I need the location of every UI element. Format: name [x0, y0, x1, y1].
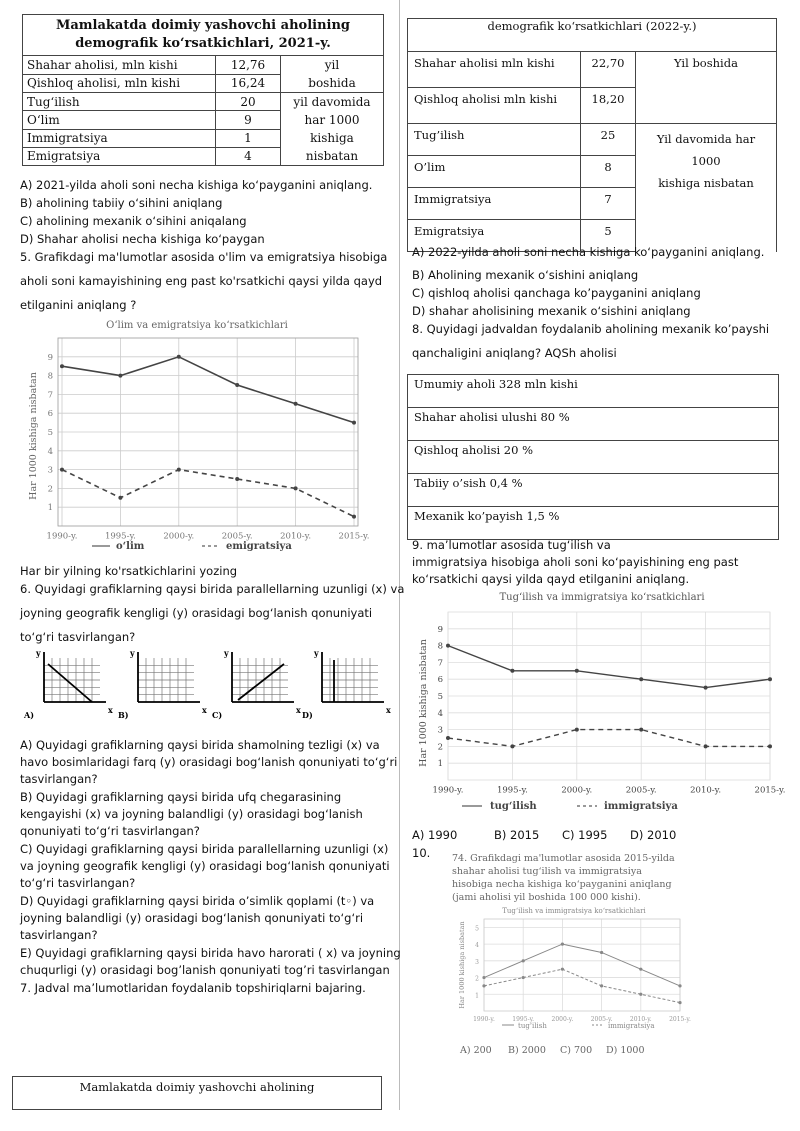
y-tick-label: 4	[47, 446, 53, 457]
question-text: A) 2021-yilda aholi soni necha kishiga ko‘payganini aniqlang.	[20, 178, 373, 192]
question-text: 7. Jadval ma’lumotlaridan foydalanib topshiriqlarni bajaring.	[20, 981, 366, 995]
option-graph	[118, 648, 207, 720]
answer-option: C) 1995	[562, 828, 608, 842]
table-row: Qishloq aholisi mln kishi 18,20	[408, 88, 777, 124]
data-point	[639, 677, 643, 681]
data-point	[235, 383, 239, 387]
y-tick-label: 6	[437, 675, 443, 686]
question-text: D) Shahar aholisi necha kishiga ko‘paygan	[20, 232, 265, 246]
table-note: Yil boshida	[636, 52, 777, 124]
table-row: Tabiiy o’sish 0,4 %	[408, 474, 779, 507]
table-title: Mamlakatda doimiy yashovchi aholining demografik ko‘rsatkichlari, 2021-y.	[23, 15, 384, 56]
option-graph	[302, 648, 391, 720]
data-point	[678, 1001, 681, 1004]
question-text: 5. Grafikdagi ma'lumotlar asosida o'lim va emigratsiya hisobiga	[20, 250, 388, 264]
data-point	[575, 728, 579, 732]
y-tick-label: 7	[47, 390, 53, 401]
question-text: C) qishloq aholisi qanchaga ko’payganini aniqlang	[412, 286, 701, 300]
series-line	[448, 730, 770, 747]
question-text: C) aholining mexanik o‘sihini aniqalang	[20, 214, 247, 228]
y-tick-label: 3	[437, 725, 443, 736]
data-point	[561, 968, 564, 971]
question-text: D) shahar aholisining mexanik o‘sishini aniqlang	[412, 304, 691, 318]
table-note: yil boshida	[281, 56, 384, 93]
data-point	[352, 515, 356, 519]
data-point	[118, 374, 122, 378]
y-tick-label: 1	[437, 759, 443, 770]
legend-label: tug‘ilish	[518, 1022, 547, 1030]
question-text: A) 2022-yilda aholi soni necha kishiga ko‘payganini aniqlang.	[412, 245, 765, 259]
option-graph	[23, 648, 113, 720]
table-row: Shahar aholisi, mln kishi 12,76 yil boshida	[23, 56, 384, 75]
table-row: Tug‘ilish 20 yil davomida har 1000 kishiga nisbatan	[23, 93, 384, 111]
option-text: to‘g‘ri tasvirlangan?	[20, 876, 136, 890]
table-row: Shahar aholisi mln kishi 22,70 Yil boshida	[408, 52, 777, 88]
option-label: D)	[302, 710, 313, 720]
x-tick-label: 1990-y.	[46, 531, 78, 542]
data-point	[446, 644, 450, 648]
data-point	[446, 736, 450, 740]
table-note: Yil davomida har 1000 kishiga nisbatan	[636, 124, 777, 252]
y-tick-label: 9	[47, 352, 53, 363]
option-text: joyning balandligi (y) orasidagi bog‘lanish qonuniyati to‘g‘ri	[20, 911, 364, 925]
q10-image-text: 74. Grafikdagi ma'lumotlar asosida 2015-yilda shahar aholisi tug‘ilish va immigratsiya hisobiga necha kishiga ko‘payganini aniqlang (jami aholisi yil boshida 100 000 kishi).	[452, 853, 675, 903]
legend-label: emigratsiya	[226, 541, 292, 552]
chart-ylabel: Har 1000 kishiga nisbatan	[458, 921, 466, 1009]
data-point	[639, 968, 642, 971]
table-note: yil davomida har 1000 kishiga nisbatan	[281, 93, 384, 166]
q10-chart	[452, 905, 691, 1033]
table-row: Immigratsiya 7	[408, 188, 777, 220]
series-line	[62, 470, 354, 517]
option-label: C)	[212, 710, 223, 720]
data-point	[678, 984, 681, 987]
data-point	[600, 951, 603, 954]
series-line	[484, 969, 680, 1002]
table-row: Umumiy aholi 328 mln kishi	[408, 375, 779, 408]
option-text: A) Quyidagi grafiklarning qaysi birida shamolning tezligi (x) va	[20, 738, 380, 752]
data-point	[561, 942, 564, 945]
answer-option: B) 2000	[508, 1045, 546, 1056]
axis-label: y	[314, 648, 319, 658]
question-text: to‘g‘ri tasvirlangan?	[20, 630, 136, 644]
data-point	[482, 984, 485, 987]
question-text: B) aholining tabiiy o‘sihini aniqlang	[20, 196, 223, 210]
table-row: O’lim 8	[408, 156, 777, 188]
data-point	[510, 744, 514, 748]
question-text: ko‘rsatkichi qaysi yilda qayd etilganini aniqlang.	[412, 572, 690, 586]
option-text: havo bosimlaridagi farq (y) orasidagi bog‘lanish qonuniyati to‘g‘ri	[20, 755, 398, 769]
y-tick-label: 2	[47, 484, 53, 495]
y-tick-label: 4	[437, 708, 443, 719]
table-row: Tug’ilish 25 Yil davomida har 1000 kishiga nisbatan	[408, 124, 777, 156]
data-point	[118, 496, 122, 500]
option-label: A)	[24, 710, 34, 720]
data-point	[768, 677, 772, 681]
table-row: Mexanik ko’payish 1,5 %	[408, 507, 779, 540]
x-tick-label: 2010-y.	[690, 785, 722, 796]
y-tick-label: 8	[47, 371, 53, 382]
series-line	[62, 357, 354, 423]
x-tick-label: 1990-y.	[473, 1016, 495, 1023]
answer-option: B) 2015	[494, 828, 540, 842]
table-row: Shahar aholisi ulushi 80 %	[408, 408, 779, 441]
data-point	[352, 421, 356, 425]
data-point	[294, 486, 298, 490]
data-point	[704, 686, 708, 690]
y-tick-label: 5	[47, 428, 53, 438]
table-title: demografik ko‘rsatkichlari (2022-y.)	[408, 19, 777, 52]
answer-option: D) 1000	[606, 1045, 645, 1056]
x-tick-label: 2005-y.	[625, 785, 657, 796]
y-tick-label: 6	[47, 409, 53, 420]
demography-table-2021	[22, 14, 384, 166]
chart-title: O‘lim va emigratsiya ko‘rsatkichlari	[106, 320, 288, 331]
question-text: etilganini aniqlang ?	[20, 298, 137, 312]
option-text: tasvirlangan?	[20, 928, 98, 942]
option-text: D) Quyidagi grafiklarning qaysi birida o’simlik qoplami (t◦) va	[20, 894, 375, 908]
series-line	[448, 646, 770, 688]
answer-option: A) 1990	[412, 828, 458, 842]
question-text: immigratsiya hisobiga aholi soni ko‘payishining eng past	[412, 555, 739, 569]
data-point	[60, 468, 64, 472]
usa-population-table	[407, 374, 779, 540]
data-point	[522, 959, 525, 962]
chart-ylabel: Har 1000 kishiga nisbatan	[418, 639, 429, 767]
x-tick-label: 2000-y.	[561, 785, 593, 796]
data-point	[600, 984, 603, 987]
x-tick-label: 2000-y.	[551, 1016, 574, 1023]
legend-label: o‘lim	[116, 541, 145, 552]
data-point	[60, 364, 64, 368]
y-tick-label: 5	[437, 692, 443, 702]
x-tick-label: 1990-y.	[432, 785, 464, 796]
question-text: Har bir yilning ko'rsatkichlarini yozing	[20, 564, 238, 578]
question-text: joyning geografik kengligi (y) orasidagi bog‘lanish qonuniyati	[20, 606, 373, 620]
data-point	[639, 728, 643, 732]
x-tick-label: 2000-y.	[163, 531, 195, 542]
table-row: Immigratsiya 1	[23, 129, 384, 147]
axis-label: x	[386, 705, 391, 715]
y-tick-label: 7	[437, 658, 443, 669]
y-tick-label: 2	[437, 742, 443, 753]
y-tick-label: 9	[437, 624, 443, 635]
option-text: B) Quyidagi grafiklarning qaysi birida ufq chegarasining	[20, 790, 342, 804]
y-tick-label: 3	[47, 465, 53, 476]
table-row: Qishloq aholisi 20 %	[408, 441, 779, 474]
chart-title: Tug‘ilish va immigratsiya ko‘rsatkichlari	[502, 907, 646, 915]
data-point	[522, 976, 525, 979]
question-text: 6. Quyidagi grafiklarning qaysi birida parallellarning uzunligi (x) va	[20, 582, 405, 596]
answer-option: C) 700	[560, 1045, 593, 1056]
x-tick-label: 1995-y.	[512, 1016, 535, 1023]
x-tick-label: 2010-y.	[629, 1016, 652, 1023]
x-tick-label: 2005-y.	[221, 531, 253, 542]
x-tick-label: 1995-y.	[104, 531, 136, 542]
table-row: O‘lim 9	[23, 111, 384, 129]
option-text: tasvirlangan?	[20, 772, 98, 786]
answer-option: D) 2010	[630, 828, 677, 842]
data-point	[575, 669, 579, 673]
table-row: Qishloq aholisi, mln kishi 16,24	[23, 74, 384, 93]
table-row: Emigratsiya 4	[23, 147, 384, 165]
table-row: Emigratsiya 5	[408, 220, 777, 252]
bottom-table-caption: Mamlakatda doimiy yashovchi aholining	[12, 1076, 382, 1110]
x-tick-label: 2010-y.	[280, 531, 312, 542]
y-tick-label: 5	[475, 925, 479, 933]
option-text: va joyning geografik kengligi (y) orasidagi bog‘lanish qonuniyati	[20, 859, 390, 873]
data-point	[482, 976, 485, 979]
data-point	[768, 744, 772, 748]
x-tick-label: 2015-y.	[754, 785, 786, 796]
y-tick-label: 2	[475, 975, 479, 983]
chart-title: Tug‘ilish va immigratsiya ko‘rsatkichlari	[499, 592, 705, 603]
question-text: aholi soni kamayishining eng past ko'rsatkichi qaysi yilda qayd	[20, 274, 383, 288]
question-number: 10.	[412, 846, 431, 860]
y-tick-label: 1	[475, 992, 479, 1000]
option-label: B)	[118, 710, 129, 720]
y-tick-label: 8	[437, 641, 443, 652]
data-point	[510, 669, 514, 673]
option-text: E) Quyidagi grafiklarning qaysi birida havo harorati ( x) va joyning	[20, 946, 401, 960]
column-divider	[399, 0, 400, 1110]
data-point	[704, 744, 708, 748]
axis-label: x	[202, 705, 207, 715]
demography-table-2022	[407, 18, 777, 252]
data-point	[235, 477, 239, 481]
question-text: 8. Quyidagi jadvaldan foydalanib aholining mexanik ko’payshi	[412, 322, 770, 336]
axis-label: x	[296, 705, 301, 715]
graph-line	[48, 664, 92, 702]
y-tick-label: 3	[475, 958, 479, 966]
option-graphs	[24, 648, 391, 724]
data-point	[294, 402, 298, 406]
answer-option: A) 200	[460, 1045, 492, 1056]
option-text: C) Quyidagi grafiklarning qaysi birida parallellarning uzunligi (x)	[20, 842, 389, 856]
option-text: chuqurligi (y) orasidagi bog’lanish qonuniyati tog’ri tasvirlangan	[20, 963, 390, 977]
axis-label: y	[36, 648, 41, 658]
data-point	[639, 993, 642, 996]
option-text: qonuniyati to‘g‘ri tasvirlangan?	[20, 824, 200, 838]
question-text: qanchaligini aniqlang? AQSh aholisi	[412, 346, 617, 360]
x-tick-label: 2005-y.	[590, 1016, 613, 1023]
chart-ylabel: Har 1000 kishiga nisbatan	[28, 372, 39, 500]
legend-label: tug‘ilish	[490, 801, 537, 812]
data-point	[177, 355, 181, 359]
option-text: kengayishi (x) va joyning balandligi (y) orasidagi bog‘lanish	[20, 807, 363, 821]
axis-label: y	[130, 648, 135, 658]
legend-label: immigratsiya	[608, 1022, 655, 1030]
legend-label: immigratsiya	[604, 801, 678, 812]
y-tick-label: 1	[47, 503, 53, 514]
question-text: 9. ma’lumotlar asosida tug‘ilish va	[412, 538, 611, 552]
option-graph	[212, 648, 301, 720]
mortality-emigration-chart	[22, 316, 382, 556]
birth-immigration-chart	[412, 588, 790, 820]
axis-label: y	[224, 648, 229, 658]
question-text: B) Aholining mexanik o‘sishini aniqlang	[412, 268, 639, 282]
x-tick-label: 2015-y.	[669, 1016, 691, 1023]
x-tick-label: 1995-y.	[496, 785, 528, 796]
data-point	[177, 468, 181, 472]
y-tick-label: 4	[475, 942, 479, 950]
x-tick-label: 2015-y.	[338, 531, 370, 542]
axis-label: x	[108, 705, 113, 715]
